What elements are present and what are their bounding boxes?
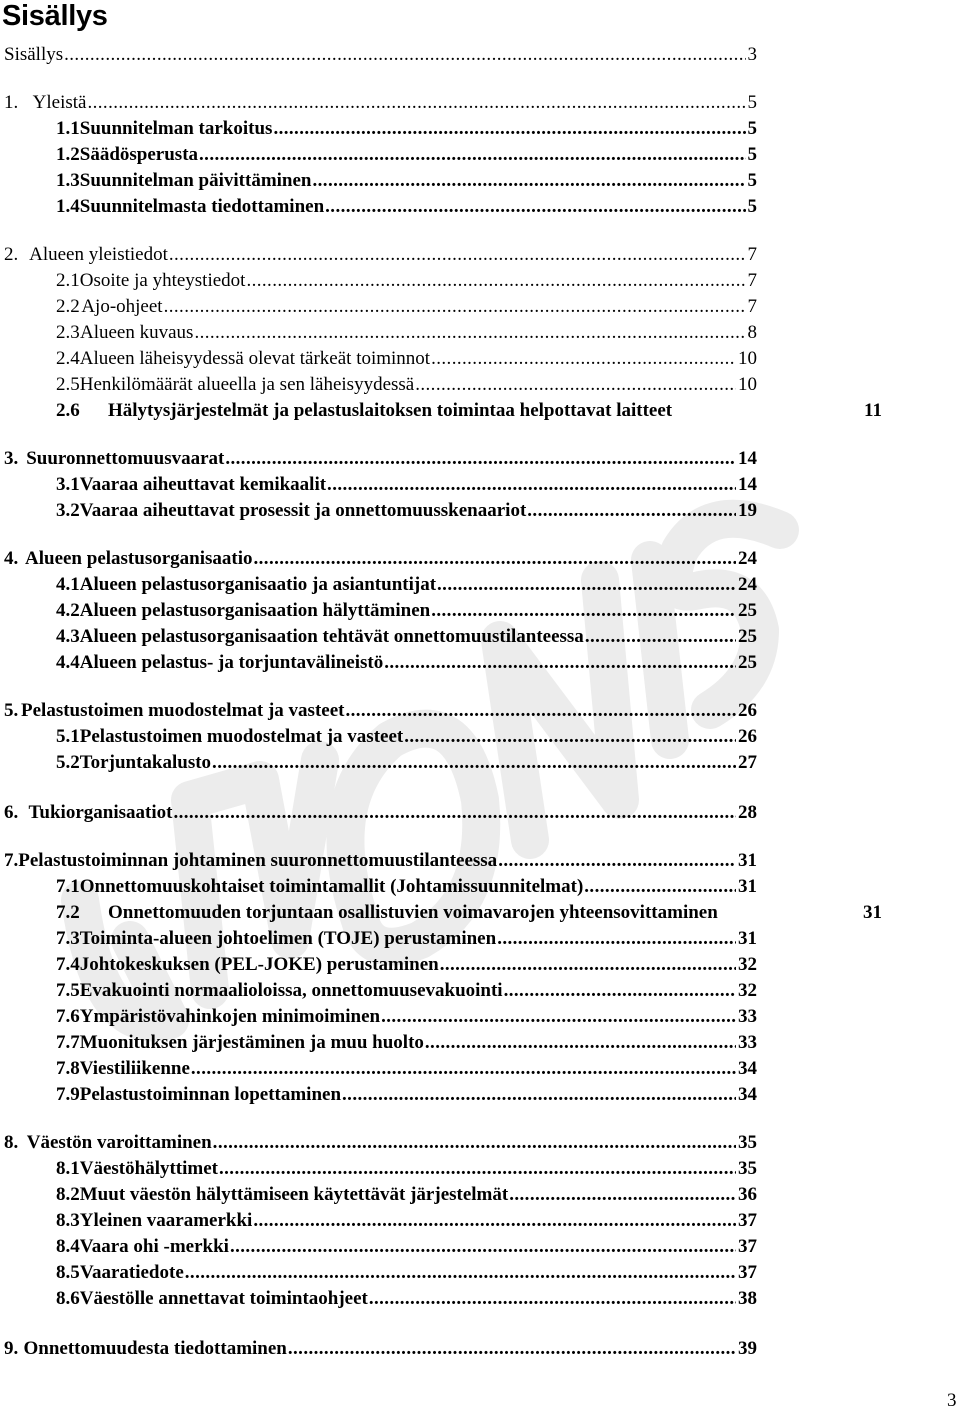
toc-entry[interactable] (56, 1006, 757, 1028)
toc-entry-title: Onnettomuudesta tiedottaminen (23, 1338, 287, 1359)
toc-entry-title: Sisällys (4, 44, 64, 65)
toc-dot-leader (225, 448, 736, 470)
toc-entry-title: Pelastustoimen muodostelmat ja vasteet (21, 700, 345, 721)
toc-entry-title: Yleinen vaaramerkki (79, 1210, 253, 1231)
toc-dot-leader (369, 1288, 736, 1310)
toc-entry-number: 7.4 (56, 954, 80, 975)
toc-entry-page: 10 (738, 348, 757, 369)
toc-dot-leader (212, 752, 736, 774)
toc-dot-leader (199, 144, 745, 166)
toc-entry-page: 31 (738, 928, 757, 949)
toc-entry-title: Alueen läheisyydessä olevat tärkeät toiminnot (79, 348, 431, 369)
toc-entry-title: Alueen pelastusorganisaatio ja asiantuntijat (79, 574, 437, 595)
toc-entry[interactable] (56, 1058, 757, 1080)
toc-entry-page: 32 (738, 954, 757, 975)
toc-entry-number: 8. (4, 1132, 19, 1153)
toc-entry[interactable] (56, 144, 757, 166)
toc-dot-leader (415, 374, 736, 396)
toc-entry[interactable] (56, 954, 757, 976)
toc-entry-page: 37 (738, 1262, 757, 1283)
toc-entry[interactable] (4, 1132, 757, 1154)
toc-entry[interactable] (56, 118, 757, 140)
toc-entry-number: 2.4 (56, 348, 80, 369)
toc-dot-leader (425, 1032, 736, 1054)
toc-dot-leader (527, 500, 736, 522)
toc-entry-page: 37 (738, 1210, 757, 1231)
toc-entry-page: 25 (738, 652, 757, 673)
toc-entry[interactable] (4, 1338, 757, 1360)
toc-dot-leader (504, 980, 736, 1002)
toc-entry-page: 24 (738, 548, 757, 569)
toc-entry-page: 7 (747, 270, 757, 291)
toc-entry-number: 8.5 (56, 1262, 80, 1283)
toc-entry-page: 37 (738, 1236, 757, 1257)
toc-entry-page: 5 (747, 196, 757, 217)
toc-entry-number: 3.2 (56, 500, 80, 521)
toc-entry-number: 5. (4, 700, 19, 721)
toc-dot-leader (313, 170, 746, 192)
toc-dot-leader (431, 600, 736, 622)
toc-dot-leader (327, 474, 736, 496)
toc-dot-leader (431, 348, 736, 370)
toc-entry[interactable] (4, 548, 757, 570)
page-number: 3 (947, 1390, 957, 1411)
toc-entry-title: Väestöhälyttimet (79, 1158, 218, 1179)
toc-entry[interactable] (56, 1210, 757, 1232)
toc-entry-page: 25 (738, 600, 757, 621)
toc-entry-page: 7 (747, 244, 757, 265)
toc-entry-title: Väestön varoittaminen (26, 1132, 212, 1153)
toc-entry-page: 14 (738, 448, 757, 469)
toc-entry-page: 36 (738, 1184, 757, 1205)
toc-entry-number: 8.6 (56, 1288, 80, 1309)
toc-entry-page: 33 (738, 1006, 757, 1027)
toc-entry-title: Vaaraa aiheuttavat kemikaalit (79, 474, 327, 495)
toc-dot-leader (384, 652, 736, 674)
toc-entry-number: 7.3 (56, 928, 80, 949)
toc-entry[interactable] (56, 400, 882, 422)
toc-entry[interactable] (56, 196, 757, 218)
toc-entry-number: 8.1 (56, 1158, 80, 1179)
toc-entry-title: Suunnitelman tarkoitus (79, 118, 273, 139)
toc-entry-number: 2.2 (56, 296, 80, 317)
toc-entry-number: 8.3 (56, 1210, 80, 1231)
toc-entry-page: 26 (738, 700, 757, 721)
toc-entry-page: 28 (738, 802, 757, 823)
toc-entry-page: 5 (747, 170, 757, 191)
toc-entry-number: 4.1 (56, 574, 80, 595)
toc-dot-leader (173, 802, 736, 824)
toc-entry-page: 26 (738, 726, 757, 747)
toc-entry-number: 7.9 (56, 1084, 80, 1105)
toc-entry-title: Osoite ja yhteystiedot (79, 270, 246, 291)
toc-entry-title: Vaaraa aiheuttavat prosessit ja onnettomuusskenaariot (79, 500, 527, 521)
toc-entry[interactable] (4, 92, 757, 114)
toc-entry-page: 39 (738, 1338, 757, 1359)
toc-entry-number: 7.2 (56, 902, 80, 923)
toc-entry-page: 34 (738, 1084, 757, 1105)
toc-entry[interactable] (56, 928, 757, 950)
toc-dot-leader (253, 1210, 736, 1232)
toc-entry-title: Suunnitelmasta tiedottaminen (79, 196, 325, 217)
toc-entry-number: 3.1 (56, 474, 80, 495)
toc-entry[interactable] (56, 474, 757, 496)
toc-entry-number: 4.3 (56, 626, 80, 647)
toc-entry-page: 31 (738, 850, 757, 871)
toc-entry-number: 1.4 (56, 196, 80, 217)
toc-entry-title: Alueen kuvaus (79, 322, 194, 343)
toc-entry-title: Vaaratiedote (79, 1262, 184, 1283)
toc-dot-leader (437, 574, 736, 596)
toc-dot-leader (497, 928, 736, 950)
toc-entry-title: Muut väestön hälyttämiseen käytettävät järjestelmät (79, 1184, 509, 1205)
toc-entry-title: Ajo-ohjeet (81, 296, 163, 317)
toc-entry[interactable] (56, 500, 757, 522)
toc-entry-title: Pelastustoimen muodostelmat ja vasteet (79, 726, 404, 747)
toc-entry[interactable] (4, 448, 757, 470)
toc-dot-leader (584, 876, 736, 898)
toc-dot-leader (194, 322, 745, 344)
toc-entry-page: 11 (864, 400, 882, 421)
toc-entry[interactable] (56, 1262, 757, 1284)
toc-entry-title: Hälytysjärjestelmät ja pelastuslaitoksen toimintaa helpottavat laitteet (108, 400, 673, 421)
toc-dot-leader (219, 1158, 736, 1180)
toc-entry[interactable] (56, 626, 757, 648)
toc-dot-leader (164, 296, 746, 318)
toc-entry[interactable] (56, 652, 757, 674)
toc-entry-number: 2. (4, 244, 19, 265)
toc-entry[interactable] (56, 876, 757, 898)
toc-entry[interactable] (56, 374, 757, 396)
toc-entry[interactable] (56, 980, 757, 1002)
toc-entry-number: 1. (4, 92, 19, 113)
toc-dot-leader (345, 700, 736, 722)
toc-dot-leader (169, 244, 746, 266)
toc-entry-page: 5 (747, 92, 757, 113)
toc-entry-number: 7.5 (56, 980, 80, 1001)
toc-entry-page: 19 (738, 500, 757, 521)
toc-entry-page: 5 (747, 144, 757, 165)
toc-entry-title: Yleistä (32, 92, 87, 113)
toc-dot-leader (191, 1058, 736, 1080)
toc-entry[interactable] (56, 170, 757, 192)
toc-entry-title: Toiminta-alueen johtoelimen (TOJE) perustaminen (79, 928, 497, 949)
toc-dot-leader (325, 196, 745, 218)
toc-dot-leader (585, 626, 736, 648)
toc-entry-title: Alueen yleistiedot (29, 244, 168, 265)
toc-dot-leader (185, 1262, 736, 1284)
toc-entry-number: 7.1 (56, 876, 80, 897)
toc-entry-number: 5.2 (56, 752, 80, 773)
toc-entry-page: 24 (738, 574, 757, 595)
toc-entry-number: 2.1 (56, 270, 80, 291)
toc-entry-page: 35 (738, 1158, 757, 1179)
toc-entry-page: 31 (738, 876, 757, 897)
toc-entry-number: 2.3 (56, 322, 80, 343)
toc-entry-title: Onnettomuuden torjuntaan osallistuvien voimavarojen yhteensovittaminen (108, 902, 718, 923)
toc-entry-title: Säädösperusta (79, 144, 199, 165)
toc-dot-leader (273, 118, 745, 140)
toc-entry-number: 2.5 (56, 374, 80, 395)
toc-entry-title: Alueen pelastusorganisaation hälyttäminen (79, 600, 431, 621)
toc-entry-number: 2.6 (56, 400, 80, 421)
toc-entry-title: Alueen pelastus- ja torjuntavälineistö (79, 652, 384, 673)
toc-entry-page: 35 (738, 1132, 757, 1153)
toc-dot-leader (509, 1184, 736, 1206)
toc-entry[interactable] (4, 44, 757, 66)
toc-dot-leader (246, 270, 745, 292)
toc-dot-leader (87, 92, 745, 114)
toc-entry-page: 8 (747, 322, 757, 343)
toc-dot-leader (288, 1338, 736, 1360)
toc-entry-page: 33 (738, 1032, 757, 1053)
page-heading: Sisällys (2, 0, 108, 32)
toc-dot-leader (498, 850, 736, 872)
toc-entry[interactable] (56, 726, 757, 748)
toc-entry-page: 25 (738, 626, 757, 647)
toc-entry-title: Torjuntakalusto (79, 752, 212, 773)
toc-entry[interactable] (56, 752, 757, 774)
toc-entry-number: 4.4 (56, 652, 80, 673)
toc-entry-number: 1.1 (56, 118, 80, 139)
toc-dot-leader (342, 1084, 736, 1106)
toc-entry[interactable] (56, 902, 882, 924)
toc-dot-leader (381, 1006, 736, 1028)
toc-entry[interactable] (4, 244, 757, 266)
toc-entry-title: Alueen pelastusorganisaation tehtävät onnettomuustilanteessa (79, 626, 584, 647)
toc-entry[interactable] (4, 802, 757, 824)
toc-entry-title: Johtokeskuksen (PEL-JOKE) perustaminen (79, 954, 439, 975)
toc-entry-number: 1.3 (56, 170, 80, 191)
toc-entry-number: 7. (4, 850, 19, 871)
toc-dot-leader (213, 1132, 736, 1154)
toc-entry-title: Viestiliikenne (79, 1058, 190, 1079)
toc-entry-number: 7.7 (56, 1032, 80, 1053)
toc-entry-title: Vaara ohi -merkki (79, 1236, 229, 1257)
toc-entry-number: 1.2 (56, 144, 80, 165)
toc-entry[interactable] (56, 600, 757, 622)
toc-entry-number: 8.2 (56, 1184, 80, 1205)
toc-entry[interactable] (4, 850, 757, 872)
toc-entry-number: 3. (4, 448, 19, 469)
toc-entry-title: Suuronnettomuusvaarat (26, 448, 225, 469)
toc-entry[interactable] (56, 1184, 757, 1206)
toc-entry-title: Evakuointi normaalioloissa, onnettomuusevakuointi (79, 980, 503, 1001)
toc-entry-page: 7 (747, 296, 757, 317)
toc-entry[interactable] (4, 700, 757, 722)
toc-entry-title: Muonituksen järjestäminen ja muu huolto (79, 1032, 424, 1053)
toc-entry[interactable] (56, 574, 757, 596)
toc-entry-number: 5.1 (56, 726, 80, 747)
toc-entry-page: 31 (863, 902, 882, 923)
toc-entry[interactable] (56, 270, 757, 292)
toc-entry-title: Väestölle annettavat toimintaohjeet (79, 1288, 368, 1309)
toc-entry[interactable] (56, 1158, 757, 1180)
toc-entry-title: Pelastustoiminnan lopettaminen (79, 1084, 342, 1105)
toc-entry-title: Alueen pelastusorganisaatio (25, 548, 253, 569)
toc-entry-page: 32 (738, 980, 757, 1001)
toc-entry-number: 7.6 (56, 1006, 80, 1027)
toc-entry-number: 7.8 (56, 1058, 80, 1079)
toc-dot-leader (230, 1236, 736, 1258)
toc-dot-leader (254, 548, 737, 570)
toc-entry-page: 10 (738, 374, 757, 395)
toc-entry[interactable] (56, 348, 757, 370)
toc-dot-leader (404, 726, 736, 748)
toc-entry[interactable] (56, 322, 757, 344)
toc-entry[interactable] (56, 1236, 757, 1258)
toc-entry-title: Onnettomuuskohtaiset toimintamallit (Johtamissuunnitelmat) (79, 876, 584, 897)
toc-entry-number: 4.2 (56, 600, 80, 621)
toc-entry[interactable] (56, 1288, 757, 1310)
toc-entry-page: 3 (747, 44, 757, 65)
toc-entry-page: 14 (738, 474, 757, 495)
toc-entry-title: Henkilömäärät alueella ja sen läheisyydessä (79, 374, 415, 395)
toc-entry-page: 5 (747, 118, 757, 139)
toc-entry-number: 4. (4, 548, 19, 569)
toc-entry-title: Tukiorganisaatiot (28, 802, 173, 823)
toc-entry-number: 6. (4, 802, 19, 823)
toc-dot-leader (440, 954, 736, 976)
toc-entry[interactable] (56, 1084, 757, 1106)
toc-entry-page: 38 (738, 1288, 757, 1309)
toc-entry-title: Ympäristövahinkojen minimoiminen (79, 1006, 381, 1027)
toc-entry-page: 27 (738, 752, 757, 773)
toc-entry-page: 34 (738, 1058, 757, 1079)
toc-entry[interactable] (56, 296, 757, 318)
toc-dot-leader (64, 44, 745, 66)
toc-entry-number: 9. (4, 1338, 19, 1359)
toc-entry[interactable] (56, 1032, 757, 1054)
toc-entry-title: Pelastustoiminnan johtaminen suuronnettomuustilanteessa (18, 850, 498, 871)
toc-entry-number: 8.4 (56, 1236, 80, 1257)
toc-entry-title: Suunnitelman päivittäminen (79, 170, 312, 191)
